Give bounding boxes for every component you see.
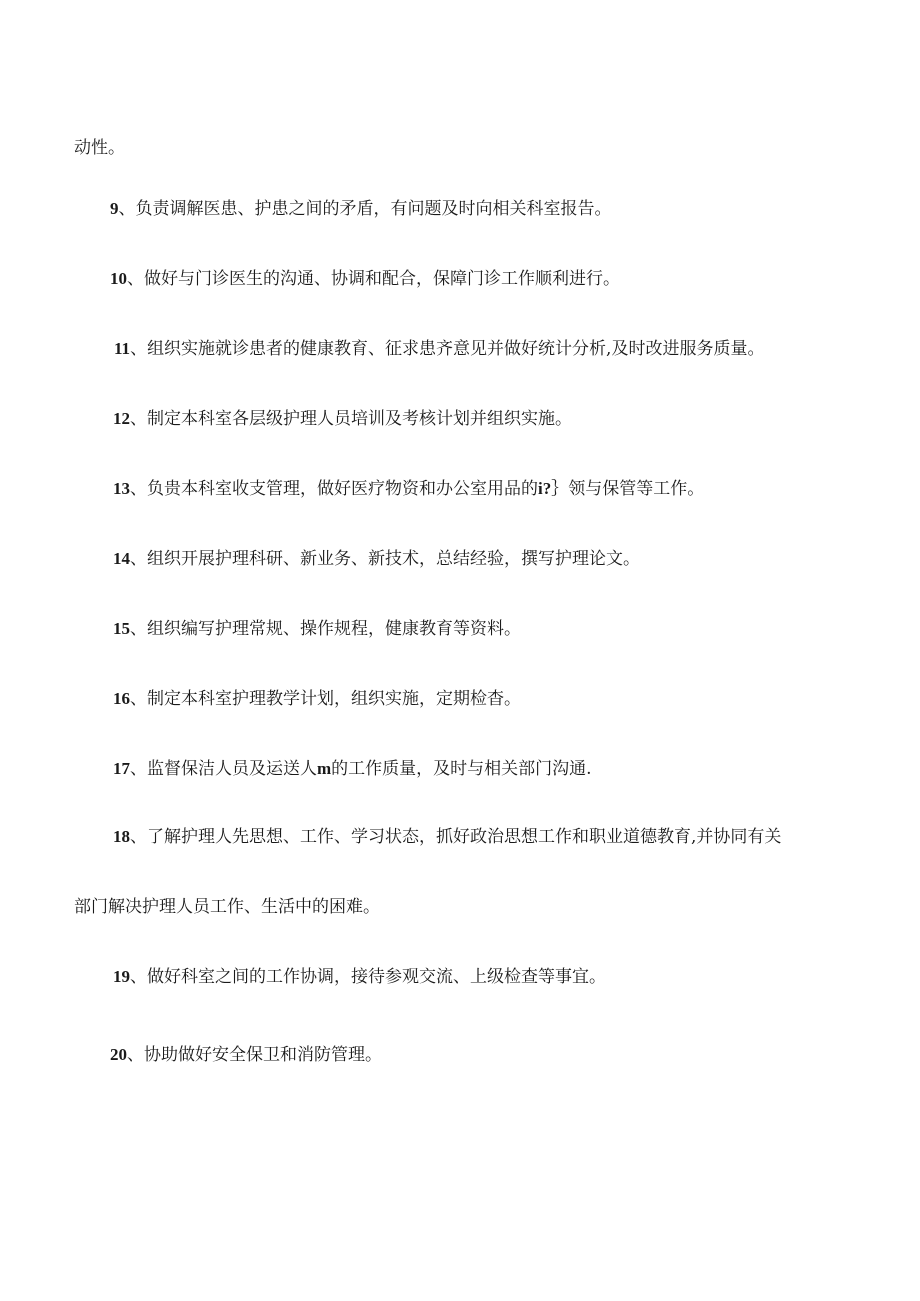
list-item-11	[114, 338, 764, 360]
item-text-part-a: 监督保洁人员及运送人	[147, 759, 317, 779]
item-text-line-2: 部门解决护理人员工作、生活中的困难。	[74, 897, 380, 917]
list-item-13	[113, 478, 704, 500]
item-number: 9	[110, 199, 119, 218]
item-number: 12	[113, 409, 130, 428]
item-text: 协助做好安全保卫和消防管理。	[144, 1045, 382, 1065]
item-text: 制定本科室各层级护理人员培训及考核计划并组织实施。	[147, 409, 572, 429]
item-separator: 、	[127, 269, 144, 289]
item-text: 负责调解医患、护患之间的矛盾，有问题及时向相关科室报告。	[135, 199, 612, 219]
item-number: 15	[113, 619, 130, 638]
list-item-10	[110, 268, 620, 290]
item-separator: 、	[130, 619, 147, 639]
item-number: 20	[110, 1045, 127, 1064]
list-item-14	[113, 548, 640, 570]
item-number: 19	[113, 967, 130, 986]
item-text: 组织实施就诊患者的健康教育、征求患齐意见并做好统计分析,及时改进服务质量。	[147, 339, 765, 359]
item-text-line-1: 了解护理人先思想、工作、学习状态，抓好政治思想工作和职业道德教育,并协同有关	[147, 827, 782, 847]
item-number: 11	[114, 339, 131, 358]
list-item-19	[113, 966, 606, 988]
list-item-16	[113, 688, 521, 710]
list-item-17	[113, 758, 592, 780]
item-number: 16	[113, 689, 130, 708]
continuation-label: 动性。	[74, 138, 125, 158]
item-number: 17	[113, 759, 130, 778]
item-separator: 、	[130, 827, 147, 847]
item-separator: 、	[130, 689, 147, 709]
item-text: 组织编写护理常规、操作规程，健康教育等资料。	[147, 619, 521, 639]
item-number: 14	[113, 549, 130, 568]
item-number: 10	[110, 269, 127, 288]
item-separator: 、	[130, 409, 147, 429]
item-number: 18	[113, 827, 130, 846]
item-text-ocr-fragment: m	[317, 759, 332, 778]
item-separator: 、	[118, 199, 136, 219]
item-text: 组织开展护理科研、新业务、新技术，总结经验，撰写护理论文。	[147, 549, 640, 569]
list-item-18-continuation	[74, 896, 380, 918]
item-text-part-b: 的工作质量，及时与相关部门沟通.	[331, 759, 592, 779]
item-separator: 、	[130, 759, 147, 779]
item-text-part-a: 负贵本科室收支管理，做好医疗物资和办公室用品的	[147, 479, 538, 499]
item-text: 做好与门诊医生的沟通、协调和配合，保障门诊工作顺利进行。	[144, 269, 620, 289]
list-item-18	[113, 826, 781, 848]
item-number: 13	[113, 479, 130, 498]
item-separator: 、	[130, 339, 148, 359]
list-item-15	[113, 618, 521, 640]
item-separator: 、	[127, 1045, 144, 1065]
item-text: 制定本科室护理教学计划，组织实施，定期检杳。	[147, 689, 521, 709]
list-item-9	[110, 198, 612, 220]
item-separator: 、	[130, 549, 147, 569]
item-text: 做好科室之间的工作协调，接待参观交流、上级检查等事宜。	[147, 967, 606, 987]
item-text-part-b: ｝领与保管等工作。	[551, 479, 705, 499]
item-separator: 、	[130, 967, 147, 987]
list-item-20	[110, 1044, 382, 1066]
item-separator: 、	[130, 479, 147, 499]
item-text-ocr-fragment: i?	[538, 479, 552, 498]
continuation-text	[74, 137, 125, 159]
list-item-12	[113, 408, 572, 430]
